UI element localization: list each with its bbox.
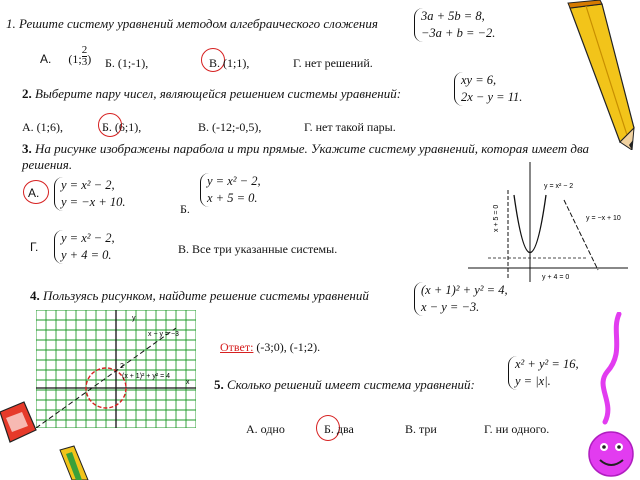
q5-option-v[interactable]: В. три <box>405 422 437 436</box>
q5-option-b[interactable]: Б. два <box>324 422 354 436</box>
q1-option-b[interactable]: Б. (1;-1), <box>105 56 149 70</box>
q1-fraction-num: 2 <box>81 43 88 56</box>
q5-text: Сколько решений имеет система уравнений: <box>227 377 475 392</box>
q3-text: На рисунке изображены парабола и три прямые. Укажите систему уравнений, которая имеет два решения. <box>22 141 590 172</box>
q4-text: Пользуясь рисунком, найдите решение системы уравнений <box>43 288 369 303</box>
pencil-icon <box>560 0 640 150</box>
q2-option-v[interactable]: В. (-12;-0,5), <box>198 120 262 134</box>
q1-equation-2: −3a + b = −2. <box>421 26 496 40</box>
question-1-text: 1. Решите систему уравнений методом алгебраического сложения <box>6 16 378 31</box>
q1-option-a-post: ) <box>87 52 92 66</box>
q3-label-line3: y + 4 = 0 <box>542 274 570 281</box>
question-2-system <box>454 72 522 106</box>
q4-number: 4. <box>30 288 40 303</box>
q4-answer-label: Ответ: <box>220 340 254 354</box>
smiley-icon <box>575 312 640 480</box>
q5-equation-2: y = |x|. <box>515 374 551 388</box>
eraser-icon <box>0 400 95 480</box>
q1-option-v[interactable]: В. (1;1), <box>209 56 250 70</box>
q3-option-a-label[interactable]: А. <box>28 186 40 200</box>
q2-equation-2: 2x − y = 11. <box>461 90 523 104</box>
q3-b-equation-1: y = x² − 2, <box>207 174 261 188</box>
q4-equation-1: (x + 1)² + y² = 4, <box>421 283 508 297</box>
q3-label-parabola: y = x² − 2 <box>544 183 574 190</box>
q3-a-equation-1: y = x² − 2, <box>61 178 115 192</box>
q5-number: 5. <box>214 377 224 392</box>
q5-option-g[interactable]: Г. ни одного. <box>484 422 550 436</box>
q2-number: 2. <box>22 86 32 101</box>
q3-option-b-label[interactable]: Б. <box>180 202 190 216</box>
q2-equation-1: xy = 6, <box>461 73 497 87</box>
q3-a-equation-2: y = −x + 10. <box>61 195 126 209</box>
q3-option-v[interactable]: В. Все три указанные системы. <box>178 242 338 256</box>
q4-line-label: x − y = −3 <box>148 331 179 338</box>
q2-option-a[interactable]: А. (1;6), <box>22 120 63 134</box>
q3-b-equation-2: x + 5 = 0. <box>207 191 258 205</box>
q1-equation-1: 3a + 5b = 8, <box>421 9 485 23</box>
q4-tick-2: 2 <box>120 363 124 370</box>
q4-y-axis-label: y <box>132 315 136 322</box>
q1-option-g[interactable]: Г. нет решений. <box>293 56 373 70</box>
q4-circle-label: (x + 1)² + y² = 4 <box>122 373 171 380</box>
question-5-system <box>508 356 579 390</box>
q2-option-g[interactable]: Г. нет такой пары. <box>304 120 396 134</box>
q1-option-a-pre: (1; <box>68 52 82 66</box>
q1-fraction-den: 3 <box>81 55 88 68</box>
question-5-text <box>214 377 475 393</box>
q3-option-g-label[interactable]: Г. <box>30 240 39 254</box>
q3-graph <box>468 160 628 285</box>
q1-option-a[interactable] <box>40 43 92 68</box>
q2-text: Выберите пару чисел, являющейся решением системы уравнений: <box>35 86 402 101</box>
q3-system-a <box>54 177 126 211</box>
q4-answer <box>220 340 320 355</box>
q5-option-a[interactable]: А. одно <box>246 422 285 436</box>
q3-line-y-minus-x <box>564 200 598 270</box>
q3-number: 3. <box>22 141 32 156</box>
question-2-text <box>22 86 401 102</box>
q1-option-a-label: А. <box>40 52 52 66</box>
q3-label-line2: y = −x + 10 <box>586 215 621 222</box>
q3-system-g <box>54 230 115 264</box>
q3-g-equation-1: y = x² − 2, <box>61 231 115 245</box>
q3-label-line1: x + 5 = 0 <box>493 204 500 232</box>
q3-system-b <box>200 173 261 207</box>
q4-answer-value: (-3;0), (-1;2). <box>256 340 321 354</box>
q5-equation-1: x² + y² = 16, <box>515 357 579 371</box>
q3-g-equation-2: y + 4 = 0. <box>61 248 112 262</box>
q2-option-b[interactable]: Б. (6;1), <box>102 120 142 134</box>
question-1-system <box>414 8 495 42</box>
question-4-text <box>30 288 369 304</box>
q4-equation-2: x − y = −3. <box>421 300 480 314</box>
question-4-system <box>414 282 508 316</box>
q4-x-axis-label: x <box>186 379 190 386</box>
